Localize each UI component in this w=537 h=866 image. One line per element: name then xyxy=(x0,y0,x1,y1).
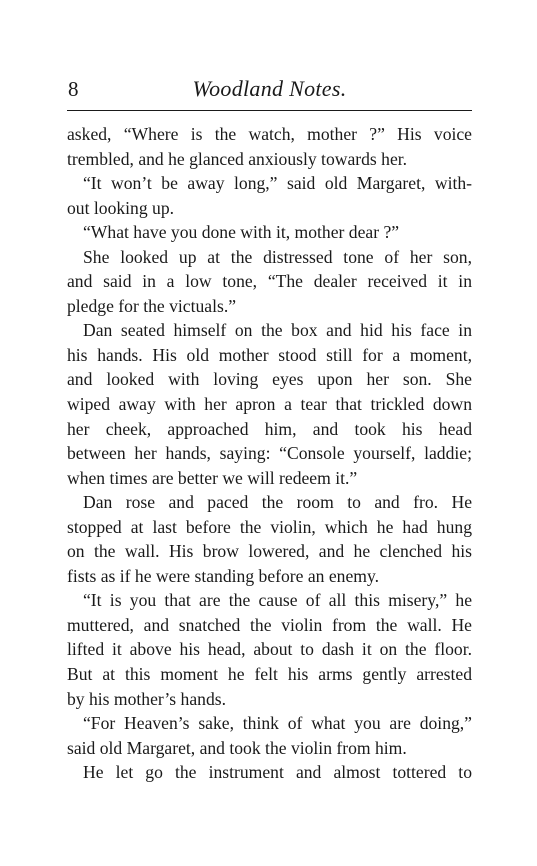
text-line: and looked with loving eyes upon her son. She xyxy=(67,369,472,390)
text-line: trembled, and he glanced anxiously towards her. xyxy=(67,148,408,169)
text-line: She looked up at the distressed tone of her son, xyxy=(83,246,472,267)
text-line: Dan rose and paced the room to and fro. He xyxy=(83,492,472,513)
text-line: between her hands, saying: “Console yourself, laddie; xyxy=(67,443,472,464)
text-line: “For Heaven’s sake, think of what you are doing,” xyxy=(83,713,472,734)
text-line: stopped at last before the violin, which he had hung xyxy=(67,516,472,537)
text-line: said old Margaret, and took the violin from him. xyxy=(67,737,407,758)
body-text xyxy=(67,122,472,785)
running-title: Woodland Notes. xyxy=(192,76,347,101)
text-line: pledge for the victuals.” xyxy=(67,295,237,316)
text-line: “It is you that are the cause of all this misery,” he xyxy=(83,590,472,611)
text-line: lifted it above his head, about to dash it on the floor. xyxy=(67,639,472,660)
text-line: “What have you done with it, mother dear ?” xyxy=(83,222,400,243)
text-line: But at this moment he felt his arms gently arrested xyxy=(67,664,472,685)
text-line: his hands. His old mother stood still for a moment, xyxy=(67,344,472,365)
text-line: Dan seated himself on the box and hid his face in xyxy=(83,320,472,341)
text-line: asked, “Where is the watch, mother ?” His voice xyxy=(67,124,472,144)
text-line: fists as if he were standing before an enemy. xyxy=(67,565,380,586)
text-line: by his mother’s hands. xyxy=(67,688,226,709)
page-number: 8 xyxy=(68,77,79,101)
text-line: “It won’t be away long,” said old Margaret, with- xyxy=(83,173,472,194)
text-line: when times are better we will redeem it.” xyxy=(67,467,358,488)
text-line: wiped away with her apron a tear that trickled down xyxy=(67,394,472,415)
page-header xyxy=(67,74,472,104)
text-line: her cheek, approached him, and took his head xyxy=(67,418,472,439)
header-rule xyxy=(67,110,472,111)
text-line: He let go the instrument and almost tottered to xyxy=(83,762,472,783)
text-line: and said in a low tone, “The dealer received it in xyxy=(67,271,472,292)
text-line: on the wall. His brow lowered, and he clenched his xyxy=(67,541,472,562)
text-line: out looking up. xyxy=(67,197,175,218)
text-line: muttered, and snatched the violin from the wall. He xyxy=(67,614,472,635)
